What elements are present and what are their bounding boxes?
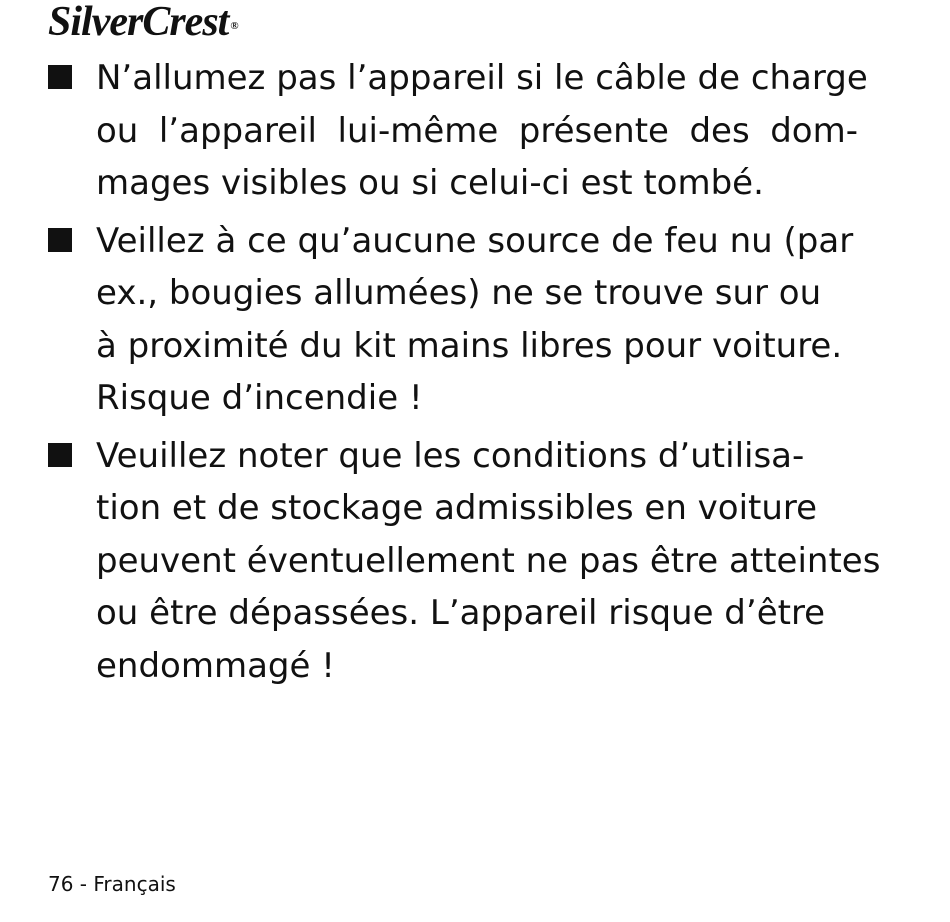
word: l’appareil (158, 110, 317, 151)
brand-logo-text: SilverCrest (48, 0, 229, 45)
page-footer: 76 - Français (48, 872, 176, 896)
instruction-line (96, 105, 858, 158)
word: présente (518, 110, 669, 151)
instruction-item (48, 52, 868, 210)
instruction-line: Veillez à ce qu’aucune source de feu nu (par (96, 220, 854, 261)
instruction-line: N’allumez pas l’appareil si le câble de charge (96, 58, 868, 98)
instruction-line: à proximité du kit mains libres pour voiture. (96, 325, 843, 366)
instruction-line: mages visibles ou si celui-ci est tombé. (96, 163, 764, 203)
brand-logo (48, 0, 238, 44)
word: des (689, 110, 750, 151)
word: dom- (770, 110, 858, 151)
instruction-item (48, 430, 881, 693)
instruction-item (48, 215, 858, 425)
instruction-line: ex., bougies allumées) ne se trouve sur ou (96, 273, 822, 313)
instruction-line: ou être dépassées. L’appareil risque d’être (96, 593, 826, 633)
square-bullet-icon (48, 228, 72, 252)
instruction-line: peuvent éventuellement ne pas être atteintes (96, 540, 881, 581)
square-bullet-icon (48, 65, 72, 89)
instruction-line: tion et de stockage admissibles en voiture (96, 488, 818, 528)
square-bullet-icon (48, 443, 72, 467)
instruction-line: Risque d’incendie ! (96, 378, 423, 418)
instruction-line: Veuillez noter que les conditions d’utilisa- (96, 435, 805, 476)
word: ou (96, 110, 139, 151)
registered-mark: ® (230, 20, 238, 32)
instruction-line: endommagé ! (96, 645, 335, 686)
word: lui-même (337, 110, 499, 151)
safety-instructions (48, 52, 881, 697)
